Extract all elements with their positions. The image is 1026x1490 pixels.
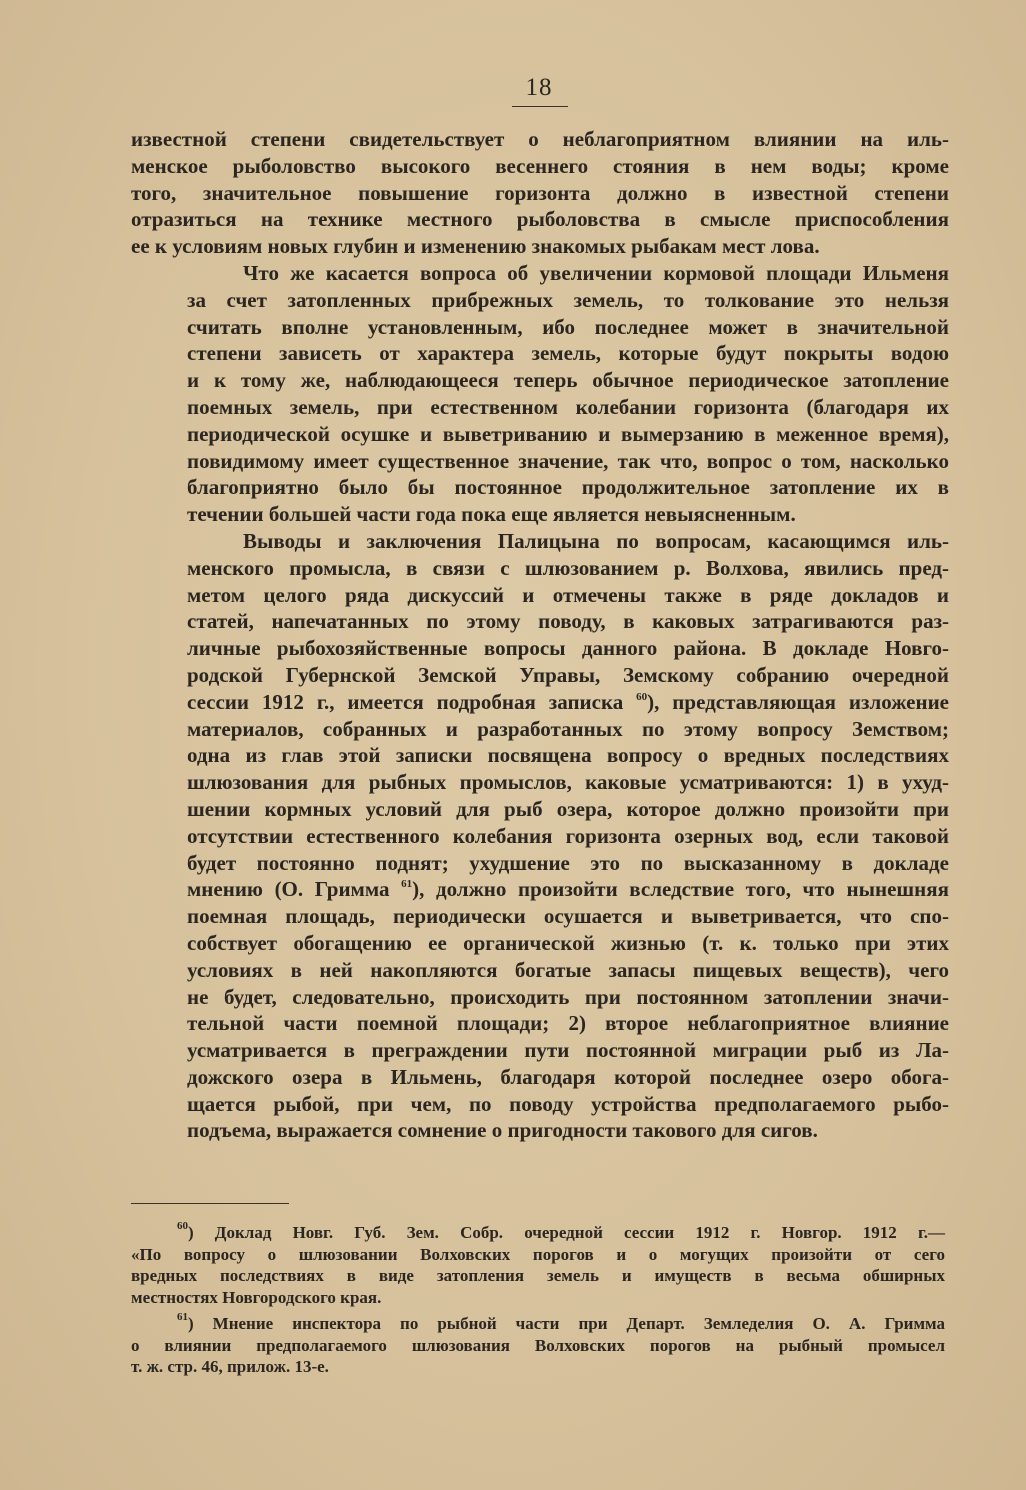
text-line: шении кормных условий для рыб озера, которое должно произойти при bbox=[187, 796, 949, 821]
text-line: того, значительное повышение горизонта должно в известной степени bbox=[131, 180, 949, 205]
footnotes bbox=[131, 1222, 945, 1382]
text-line: поемная площадь, периодически осушается и выветривается, что спо- bbox=[187, 904, 949, 929]
text-line: не будет, следовательно, происходить при постоянном затоплении значи- bbox=[187, 984, 949, 1009]
text-line: менского промысла, в связи с шлюзованием р. Волхова, явились пред- bbox=[187, 555, 949, 580]
text-line: благоприятно было бы постоянное продолжительное затопление их в bbox=[187, 475, 949, 500]
text-line: менское рыболовство высокого весеннего стояния в нем воды; кроме bbox=[131, 153, 949, 178]
text-line: течении большей части года пока еще является невыясненным. bbox=[187, 502, 796, 527]
footnote-line: вредных последствиях в виде затопления земель и имуществ в весьма обширных bbox=[131, 1266, 945, 1286]
paragraph bbox=[131, 260, 949, 528]
footnote-reference: 60 bbox=[636, 690, 648, 703]
page-number: 18 bbox=[525, 74, 553, 101]
text-line: за счет затопленных прибрежных земель, то толкование это нельзя bbox=[187, 287, 949, 312]
footnote-line: $^{61}$) Мнение инспектора по рыбной части при Департ. Земледелия О. А. Гримма bbox=[177, 1310, 945, 1333]
main-text bbox=[131, 126, 949, 1144]
text-line: дожского озера в Ильмень, благодаря которой последнее озеро обога- bbox=[187, 1064, 949, 1089]
text-line: условиях в ней накопляются богатые запасы пищевых веществ), чего bbox=[187, 957, 949, 982]
footnote-line: местностях Новгородского края. bbox=[131, 1288, 382, 1308]
footnote-line: $^{60}$) Доклад Новг. Губ. Зем. Собр. очередной сессии 1912 г. Новгор. 1912 г.— bbox=[177, 1220, 945, 1242]
text-line: материалов, собранных и разработанных по этому вопросу Земством; bbox=[187, 716, 949, 741]
text-line: статей, напечатанных по этому поводу, в каковых затрагиваются раз- bbox=[187, 609, 949, 634]
footnote-line: о влиянии предполагаемого шлюзования Волховских порогов на рыбный промысел bbox=[131, 1335, 945, 1355]
footnote bbox=[131, 1222, 945, 1309]
footnote-marker: 61 bbox=[177, 1310, 188, 1323]
text-line: мнению (О. Гримма $^{61}$), должно произойти вследствие того, что нынешняя bbox=[187, 877, 949, 902]
page-number-rule bbox=[512, 106, 568, 107]
text-line: Что же касается вопроса об увеличении кормовой площади Ильменя bbox=[243, 260, 949, 285]
text-line: подъема, выражается сомнение о пригодности такового для сигов. bbox=[187, 1118, 818, 1143]
footnote-separator bbox=[131, 1203, 289, 1204]
text-line: периодической осушке и выветриванию и вымерзанию в меженное время), bbox=[187, 421, 949, 446]
text-line: поемных земель, при естественном колебании горизонта (благодаря их bbox=[187, 394, 949, 419]
paragraph bbox=[131, 528, 949, 1144]
text-line: считать вполне установленным, ибо последнее может в значительной bbox=[187, 314, 949, 339]
text-line: известной степени свидетельствует о неблагоприятном влиянии на иль- bbox=[131, 127, 949, 151]
text-line: отразиться на технике местного рыболовства в смысле приспособления bbox=[131, 207, 949, 232]
footnote-line: т. ж. стр. 46, прилож. 13-е. bbox=[131, 1357, 329, 1377]
text-line: ее к условиям новых глубин и изменению знакомых рыбакам мест лова. bbox=[131, 234, 820, 259]
text-line: родской Губернской Земской Управы, Земскому собранию очередной bbox=[187, 662, 949, 687]
text-line: собствует обогащению ее органической жизнью (т. к. только при этих bbox=[187, 930, 949, 955]
text-line: щается рыбой, при чем, по поводу устройства предполагаемого рыбо- bbox=[187, 1091, 949, 1116]
text-line: метом целого ряда дискуссий и отмечены также в ряде докладов и bbox=[187, 582, 949, 607]
footnote-marker: 60 bbox=[177, 1220, 188, 1232]
text-line: повидимому имеет существенное значение, так что, вопрос о том, насколько bbox=[187, 448, 949, 473]
text-line: шлюзования для рыбных промыслов, каковые усматриваются: 1) в ухуд- bbox=[187, 770, 949, 795]
footnote-reference: 61 bbox=[401, 878, 413, 891]
text-line: личные рыбохозяйственные вопросы данного района. В докладе Новго- bbox=[187, 636, 949, 661]
text-line: отсутствии естественного колебания горизонта озерных вод, если таковой bbox=[187, 823, 949, 848]
footnote bbox=[131, 1310, 945, 1378]
paragraph bbox=[131, 126, 949, 260]
text-line: сессии 1912 г., имеется подробная записка $^{60}$), представляющая изложение bbox=[187, 689, 949, 714]
text-line: одна из глав этой записки посвящена вопросу о вредных последствиях bbox=[187, 743, 949, 768]
footnote-line: «По вопросу о шлюзовании Волховских порогов и о могущих произойти от сего bbox=[131, 1244, 945, 1264]
text-line: Выводы и заключения Палицына по вопросам, касающимся иль- bbox=[243, 528, 949, 553]
text-line: будет постоянно поднят; ухудшение это по высказанному в докладе bbox=[187, 850, 949, 875]
text-line: усматривается в преграждении пути постоянной миграции рыб из Ла- bbox=[187, 1038, 949, 1063]
text-line: тельной части поемной площади; 2) второе неблагоприятное влияние bbox=[187, 1011, 949, 1036]
text-line: степени зависеть от характера земель, которые будут покрыты водою bbox=[187, 341, 949, 366]
text-line: и к тому же, наблюдающееся теперь обычное периодическое затопление bbox=[187, 368, 949, 393]
